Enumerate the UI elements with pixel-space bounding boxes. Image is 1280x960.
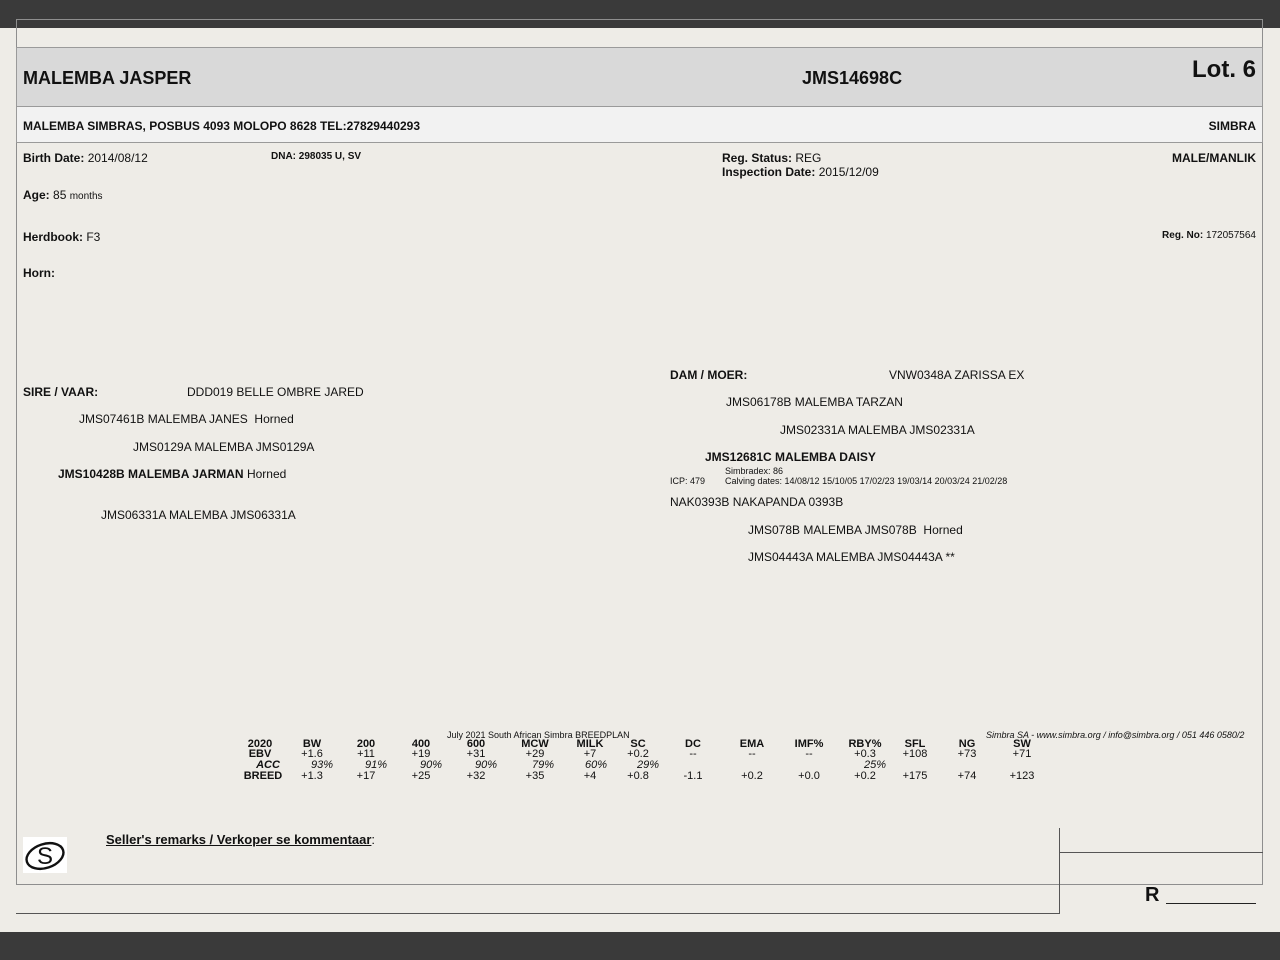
price-prefix: R bbox=[1145, 884, 1160, 906]
age-value: 85 bbox=[53, 188, 67, 202]
bp-breed-cell: +175 bbox=[902, 770, 928, 782]
bp-breed-cell: +32 bbox=[466, 770, 486, 782]
bp-ebv-cell: +19 bbox=[411, 748, 431, 760]
inspection-date-label: Inspection Date: bbox=[722, 165, 816, 179]
herdbook bbox=[23, 230, 100, 244]
herdbook-value: F3 bbox=[86, 230, 101, 244]
herdbook-label: Herdbook: bbox=[23, 230, 83, 244]
simbradex: Simbradex: 86 bbox=[725, 466, 784, 476]
bp-acc-cell: 60% bbox=[584, 759, 608, 771]
bp-ebv-cell: +11 bbox=[357, 748, 375, 760]
breedplan-title: July 2021 South African Simbra BREEDPLAN bbox=[447, 730, 630, 740]
bp-header-cell: 2020 bbox=[247, 738, 273, 750]
bp-header-cell: RBY% bbox=[848, 738, 882, 750]
sire-sire-sire: JMS0129A MALEMBA JMS0129A bbox=[133, 440, 315, 454]
owner-address: MALEMBA SIMBRAS, POSBUS 4093 MOLOPO 8628 TEL:27829440293 bbox=[23, 119, 421, 133]
reg-status bbox=[722, 151, 821, 165]
breed-label: SIMBRA bbox=[1208, 119, 1256, 133]
dam-dam-dam: JMS04443A MALEMBA JMS04443A ** bbox=[748, 550, 955, 564]
bp-breed-cell: BREED bbox=[243, 770, 283, 782]
bp-breed-cell: +0.0 bbox=[798, 770, 820, 782]
bp-header-cell: DC bbox=[685, 738, 701, 750]
lot-number: Lot. 6 bbox=[1192, 56, 1256, 83]
inspection-date-value: 2015/12/09 bbox=[818, 165, 879, 179]
bp-breed-cell: -1.1 bbox=[683, 770, 703, 782]
reg-number-label: Reg. No: bbox=[1162, 230, 1204, 241]
price-box-top-border bbox=[1059, 852, 1263, 853]
bp-ebv-cell: +31 bbox=[466, 748, 486, 760]
bp-breed-cell: +35 bbox=[525, 770, 545, 782]
birth-date bbox=[23, 151, 148, 165]
age-label: Age: bbox=[23, 188, 50, 202]
bp-breed-cell: +74 bbox=[957, 770, 977, 782]
sire-dam-name: JMS10428B MALEMBA JARMAN bbox=[58, 467, 244, 481]
logo-letter: S bbox=[36, 843, 54, 870]
sex-label: MALE/MANLIK bbox=[1172, 151, 1256, 165]
dam-sire-sire: JMS02331A MALEMBA JMS02331A bbox=[780, 423, 975, 437]
sire-sire bbox=[79, 412, 294, 426]
dam-dam-sire-sire-note: Horned bbox=[923, 523, 963, 537]
remarks-box-right-border bbox=[1059, 828, 1060, 914]
birth-date-label: Birth Date: bbox=[23, 151, 85, 165]
bp-acc-cell: 25% bbox=[863, 759, 887, 771]
reg-number bbox=[1162, 230, 1256, 241]
bp-ebv-cell: -- bbox=[748, 748, 756, 760]
age-unit: months bbox=[69, 191, 103, 202]
sire-sire-note: Horned bbox=[254, 412, 294, 426]
animal-name: MALEMBA JASPER bbox=[23, 68, 192, 88]
bp-acc-cell: 91% bbox=[364, 759, 388, 771]
bp-acc-cell: 79% bbox=[531, 759, 555, 771]
price-line[interactable] bbox=[1166, 903, 1256, 904]
bp-breed-cell: +17 bbox=[356, 770, 376, 782]
bp-header-cell: SC bbox=[630, 738, 646, 750]
bp-ebv-cell: EBV bbox=[248, 748, 272, 760]
animal-code: JMS14698C bbox=[802, 68, 903, 88]
bp-ebv-cell: +73 bbox=[957, 748, 977, 760]
dam-dam: JMS12681C MALEMBA DAISY bbox=[705, 450, 876, 464]
bp-breed-cell: +25 bbox=[411, 770, 431, 782]
dam-name: VNW0348A ZARISSA EX bbox=[889, 368, 1025, 382]
header-band bbox=[16, 47, 1263, 107]
bp-header-cell: IMF% bbox=[794, 738, 824, 750]
dam-dam-sire: NAK0393B NAKAPANDA 0393B bbox=[670, 495, 844, 509]
bp-breed-cell: +123 bbox=[1009, 770, 1035, 782]
bp-header-cell: 600 bbox=[466, 738, 486, 750]
remarks-box-bottom-border bbox=[16, 913, 1060, 914]
bp-header-cell: NG bbox=[958, 738, 976, 750]
simbra-logo bbox=[23, 837, 67, 873]
calving-dates: Calving dates: 14/08/12 15/10/05 17/02/23 19/03/14 20/03/24 21/02/28 bbox=[725, 476, 1008, 486]
sire-name: DDD019 BELLE OMBRE JARED bbox=[187, 385, 364, 399]
icp: ICP: 479 bbox=[670, 476, 706, 486]
sire-dam-note: Horned bbox=[246, 467, 287, 481]
bp-ebv-cell: +1.6 bbox=[301, 748, 323, 760]
bp-header-cell: SW bbox=[1013, 738, 1031, 750]
bp-breed-cell: +4 bbox=[583, 770, 597, 782]
sire-dam-sire: JMS06331A MALEMBA JMS06331A bbox=[101, 508, 296, 522]
birth-date-value: 2014/08/12 bbox=[87, 151, 148, 165]
sire-sire-name: JMS07461B MALEMBA JANES bbox=[79, 412, 248, 426]
bp-ebv-cell: +0.2 bbox=[627, 748, 649, 760]
bp-header-cell: MCW bbox=[521, 738, 549, 750]
sire-dam bbox=[58, 467, 286, 481]
bp-acc-cell: 93% bbox=[310, 759, 334, 771]
bp-ebv-cell: +108 bbox=[902, 748, 928, 760]
bp-ebv-cell: -- bbox=[689, 748, 697, 760]
bp-acc-cell: 90% bbox=[419, 759, 443, 771]
bp-header-cell: MILK bbox=[576, 738, 604, 750]
bp-ebv-cell: +0.3 bbox=[854, 748, 876, 760]
bp-acc-cell: 90% bbox=[474, 759, 498, 771]
bp-breed-cell: +1.3 bbox=[301, 770, 323, 782]
horn-label: Horn: bbox=[23, 266, 55, 280]
bp-ebv-cell: +29 bbox=[525, 748, 545, 760]
seller-remarks-label: Seller's remarks / Verkoper se kommentaar bbox=[106, 832, 372, 847]
dam-dam-sire-sire-name: JMS078B MALEMBA JMS078B bbox=[748, 523, 917, 537]
bp-header-cell: 200 bbox=[356, 738, 376, 750]
bp-acc-cell: 29% bbox=[636, 759, 660, 771]
reg-number-value: 172057564 bbox=[1205, 230, 1256, 241]
reg-status-value: REG bbox=[795, 151, 822, 165]
dam-sire: JMS06178B MALEMBA TARZAN bbox=[726, 395, 903, 409]
seller-remarks-colon: : bbox=[371, 832, 376, 847]
bp-header-cell: 400 bbox=[411, 738, 431, 750]
age bbox=[23, 188, 103, 202]
simbra-logo-icon bbox=[23, 837, 67, 873]
bp-ebv-cell: +71 bbox=[1012, 748, 1032, 760]
bp-header-cell: BW bbox=[302, 738, 322, 750]
dam-label: DAM / MOER: bbox=[670, 368, 748, 382]
bp-header-cell: SFL bbox=[904, 738, 926, 750]
bp-breed-cell: +0.8 bbox=[627, 770, 649, 782]
dam-dam-sire-sire bbox=[748, 523, 963, 537]
inspection-date bbox=[722, 165, 879, 179]
bp-breed-cell: +0.2 bbox=[741, 770, 763, 782]
bp-ebv-cell: +7 bbox=[583, 748, 597, 760]
bp-header-cell: EMA bbox=[739, 738, 765, 750]
sire-label: SIRE / VAAR: bbox=[23, 385, 99, 399]
reg-status-label: Reg. Status: bbox=[722, 151, 793, 165]
breedplan-source: Simbra SA - www.simbra.org / info@simbra.org / 051 446 0580/2 bbox=[986, 730, 1245, 740]
bp-breed-cell: +0.2 bbox=[854, 770, 876, 782]
bp-acc-cell: ACC bbox=[256, 759, 280, 771]
dna-info: DNA: 298035 U, SV bbox=[271, 151, 362, 162]
seller-remarks bbox=[106, 832, 375, 847]
bp-ebv-cell: -- bbox=[805, 748, 813, 760]
